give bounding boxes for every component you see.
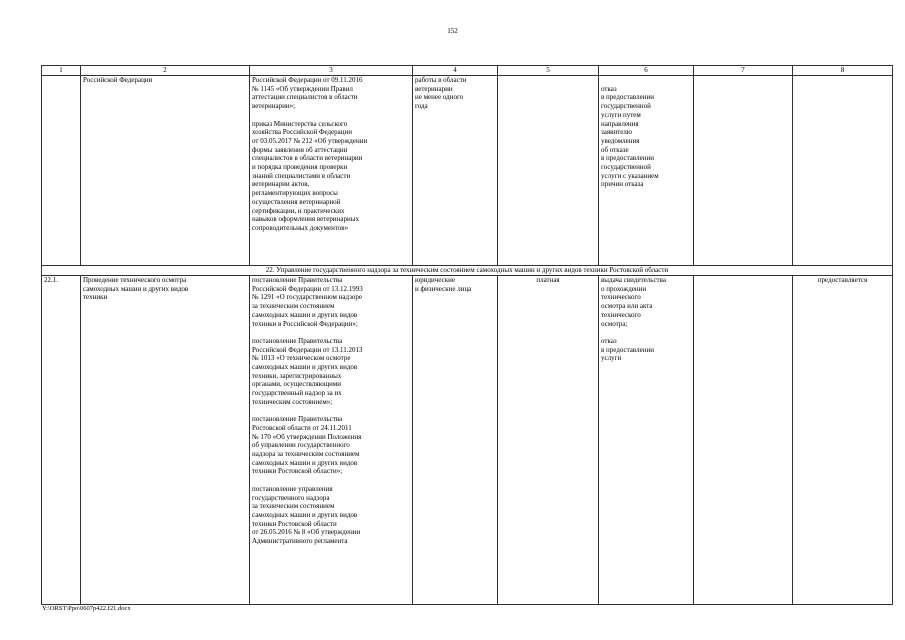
column-number: 7 <box>694 66 793 76</box>
column-number: 4 <box>413 66 498 76</box>
services-table <box>41 65 893 605</box>
legal-basis-cell: постановление Правительства Российской Федерации от 13.12.1993 № 1291 «О государственном надзоре за техническим состоянием самоходных машин и других видов техники в Российской Федерации»; постановление Правительства Российской Федерации от 13.11.2013 № 1013 «О техническом осмотре самоходных машин и других видов техники, зарегистрированных органами, осуществляющими государственный надзор за их техническим состоянием»; постановление Правительства Ростовской области от 24.11.2011 № 170 «Об утверждении Положения об управлении государственного надзора за техническим состоянием самоходных машин и других видов техники Ростовской области»; постановление управления государственного надзора за техническим состоянием самоходных машин и других видов техники Ростовской области от 26.05.2016 № 8 «Об утверждении Административного регламента <box>250 276 413 605</box>
section-header-row <box>42 266 893 276</box>
applicants-cell: юридические и физические лица <box>413 276 498 605</box>
column-number: 6 <box>599 66 694 76</box>
payment-cell <box>498 76 599 266</box>
result-cell: отказ в предоставлении государственной услуги путем направления заявителю уведомления об отказе в предоставлении государственной услуги с указанием причин отказа <box>599 76 694 266</box>
column-number: 3 <box>250 66 413 76</box>
result-cell: выдача свидетельства о прохождении технического осмотра или акта технического осмотра; отказ в предоставлении услуги <box>599 276 694 605</box>
column-8-cell: предоставляется <box>793 276 893 605</box>
column-8-cell <box>793 76 893 266</box>
column-7-cell <box>694 76 793 266</box>
legal-basis-cell: Российской Федерации от 09.11.2016 № 1145 «Об утверждении Правил аттестации специалистов в области ветеринарии»; приказ Министерства сельского хозяйства Российской Федерации от 03.05.2017 № 212 «Об утверждении формы заявления об аттестации специалистов в области ветеринарии и порядка проведения проверки знаний специалистами в области ветеринарии актов, регламентирующих вопросы осуществления ветеринарной сертификации, и практических навыков оформления ветеринарных сопроводительных документов» <box>250 76 413 266</box>
column-number-row <box>42 66 893 76</box>
table-row <box>42 76 893 266</box>
column-number: 5 <box>498 66 599 76</box>
table-row <box>42 276 893 605</box>
footer-file-path: Y:\ORST\Ppo\0607p422.f21.docx <box>42 605 131 612</box>
service-name-cell: Проведение технического осмотра самоходных машин и других видов техники <box>81 276 250 605</box>
service-name-cell: Российской Федерации <box>81 76 250 266</box>
column-number: 1 <box>42 66 81 76</box>
column-number: 8 <box>793 66 893 76</box>
payment-cell: платная <box>498 276 599 605</box>
applicants-cell: работы в области ветеринарии не менее одного года <box>413 76 498 266</box>
column-number: 2 <box>81 66 250 76</box>
page-number: 152 <box>447 27 458 35</box>
row-number-cell <box>42 76 81 266</box>
section-title: 22. Управление государственного надзора за техническим состоянием самоходных машин и других видов техники Ростовской области <box>42 266 893 276</box>
row-number-cell: 22.1. <box>42 276 81 605</box>
column-7-cell <box>694 276 793 605</box>
